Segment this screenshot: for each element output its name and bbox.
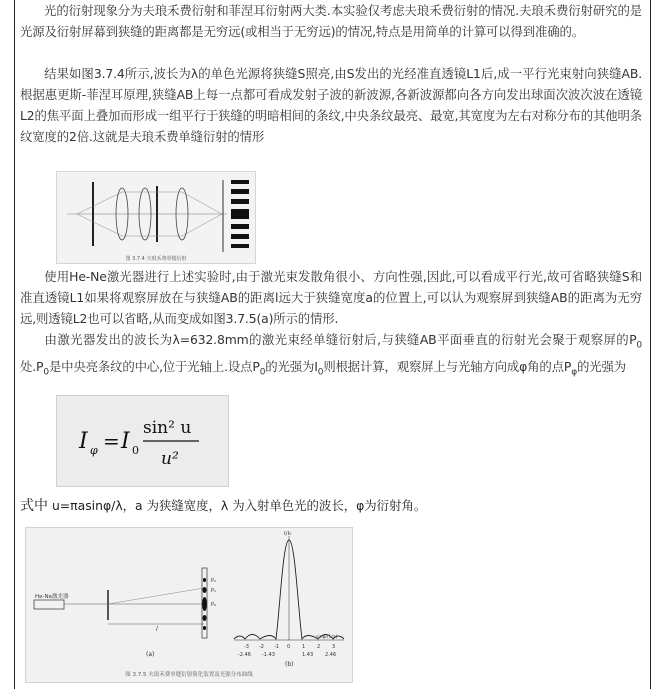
- figure-caption: 图 3.7.4 夫琅禾费单缝衍射: [125, 256, 187, 262]
- svg-text:1.43: 1.43: [302, 652, 314, 658]
- paragraph-intro: 光的衍射现象分为夫琅禾费衍射和菲涅耳衍射两大类.本实验仅考虑夫琅禾费衍射的情况.夫琅禾费衍射研究的是光源及衍射屏幕到狭缝的距离都是无穷远(或相当于无穷远)的情况,特点是用简单的计算可以得到准确的。: [20, 3, 642, 39]
- laser-label: He-Ne激光器: [35, 594, 69, 600]
- distance-label: l: [156, 626, 158, 633]
- formula-definition: 式中 u=πasinφ/λ，a 为狭缝宽度，λ 为入射单色光的波长，φ为衍射角。: [20, 498, 427, 514]
- paragraph-principle: 结果如图3.7.4所示,波长为λ的单色光源将狭缝S照亮,由S发出的光经准直透镜L1后,成一平行光束射向狭缝AB.根据惠更斯-菲涅耳原理,狭缝AB上每一点都可看成发射子波的新波源,各新波源都向各方向发出球面次波次波在透镜L2的焦平面上叠加而形成一组平行于狭缝的明暗相间的条纹,中央条纹最亮、最宽,其宽度为左右对称分布的其他明条纹宽度的2倍.这就是夫琅禾费单缝衍射的情形: [20, 66, 642, 144]
- svg-text:(b): (b): [285, 661, 294, 668]
- svg-text:2.46: 2.46: [325, 652, 337, 658]
- paragraph-laser: 使用He-Ne激光器进行上述实验时,由于激光束发散角很小、方向性强,因此,可以看成平行光,故可省略狭缝S和准直透镜L1如果将观察屏放在与狭缝AB的距离l远大于狭缝宽度a的位置上,可以认为观察屏到狭缝AB的距离为无穷远,则透镜L2也可以省略,从而变成如图3.7.5(a)所示的情形.: [20, 269, 642, 326]
- single-slit-setup-diagram: [57, 172, 255, 263]
- diffraction-intensity-diagram: [26, 528, 352, 682]
- svg-text:-2: -2: [259, 644, 264, 650]
- intensity-formula: [56, 395, 229, 487]
- svg-text:2: 2: [317, 644, 321, 650]
- figure-caption: 图 3.7.5 夫琅禾费单缝衍射简化装置及光强分布曲线: [125, 672, 253, 678]
- svg-text:0: 0: [132, 444, 139, 457]
- svg-text:(a): (a): [146, 651, 155, 658]
- svg-text:P₂: P₂: [211, 578, 217, 584]
- formula-denominator: u²: [161, 449, 179, 469]
- formula-numerator: sin² u: [143, 418, 192, 438]
- svg-text:-3: -3: [244, 644, 249, 650]
- peak-label: I/I₀: [284, 531, 292, 537]
- svg-text:-1: -1: [274, 644, 279, 650]
- svg-text:3: 3: [332, 644, 336, 650]
- paragraph-intensity: 由激光器发出的波长为λ=632.8mm的激光束经单缝衍射后,与狭缝AB平面垂直的衍射光会聚于观察屏的$P_0$处$.P_0$是中央亮条纹的中心,位于光轴上.设点$P_0$的光强为$I_0$则根据计算，观察屏上与光轴方向成φ角的点$P_\varphi$的光强为: [20, 332, 642, 378]
- svg-text:-2.46: -2.46: [238, 652, 251, 658]
- formula-lhs: I: [79, 429, 88, 454]
- svg-text:-1.43: -1.43: [262, 652, 275, 658]
- axis-unit: sinφ/(λ/a): [316, 635, 338, 640]
- figure-3-7-5: [25, 527, 353, 683]
- svg-text:0: 0: [287, 644, 291, 650]
- svg-text:P₀: P₀: [211, 602, 217, 608]
- svg-text:φ: φ: [90, 444, 98, 457]
- figure-3-7-4: [56, 171, 256, 264]
- svg-text:P₁: P₁: [211, 588, 217, 594]
- formula-i0: I: [121, 429, 130, 454]
- svg-text:1: 1: [302, 644, 306, 650]
- svg-text:=: =: [103, 429, 120, 453]
